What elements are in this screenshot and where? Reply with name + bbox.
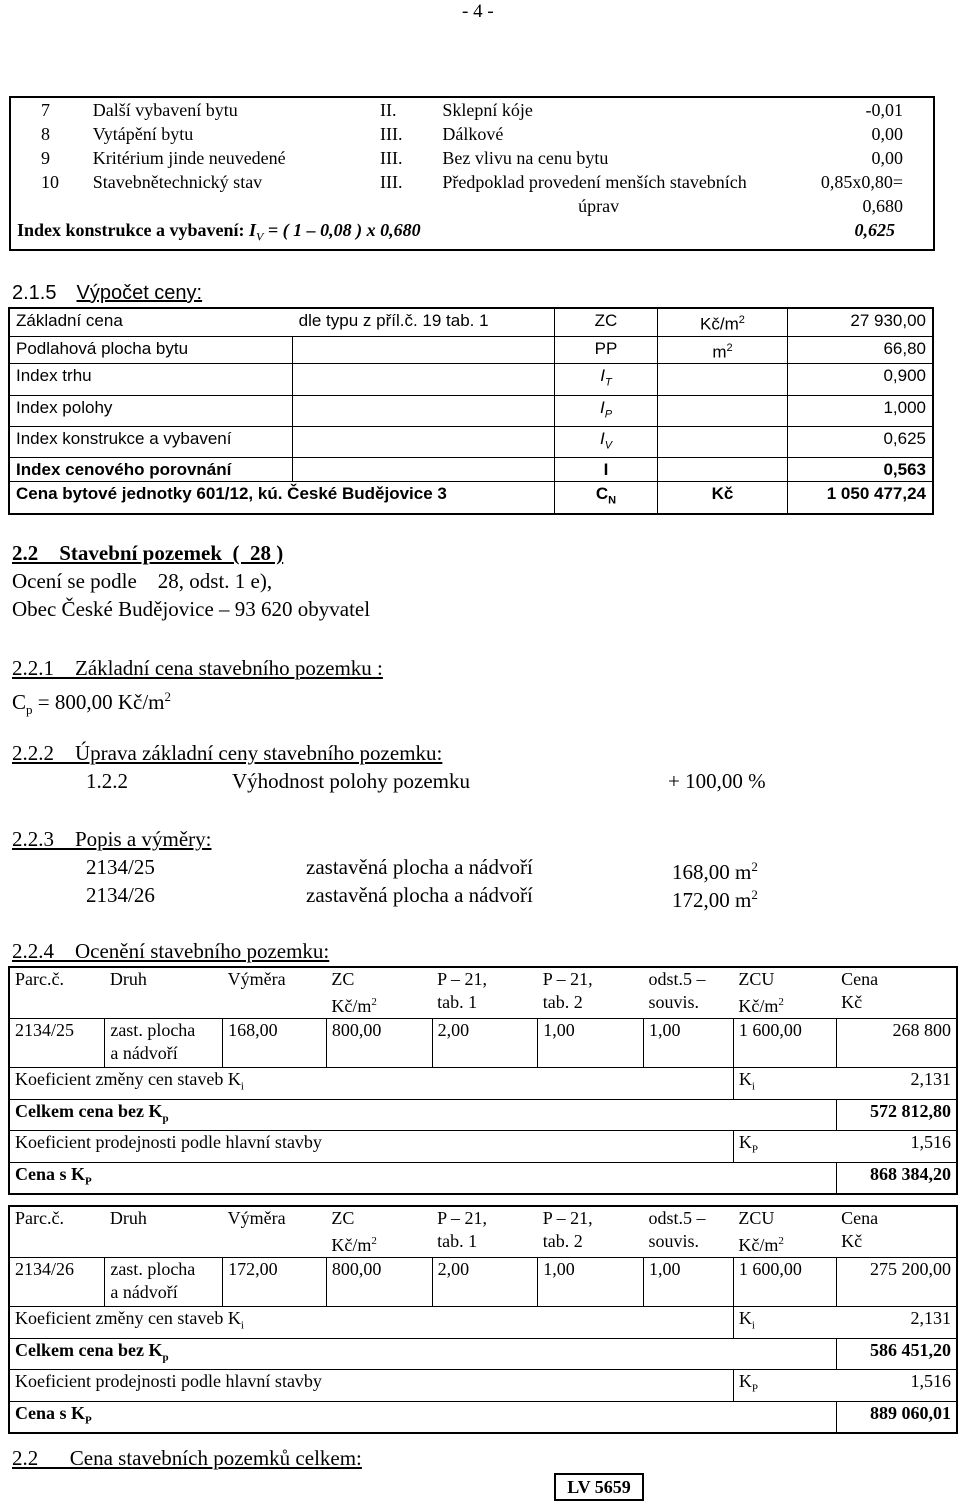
value: 0,00 xyxy=(871,124,903,144)
parcel-description: zastavěná plocha a nádvoří xyxy=(306,855,533,879)
section-heading-2-2-1: 2.2.1 Základní cena stavebního pozemku : xyxy=(12,656,383,680)
section-heading-2-2-4: 2.2.4 Ocenění stavebního pozemku: xyxy=(12,939,330,963)
section-heading-2-1-5: 2.1.5 Výpočet ceny: xyxy=(12,282,203,304)
description: Předpoklad provedení menších stavebních xyxy=(442,172,747,192)
col-header: ZCU $Kč/m^2$ xyxy=(733,1206,836,1258)
ki-value: 2,131 xyxy=(836,1068,957,1100)
section-heading-land-total: 2.2 Cena stavebních pozemků celkem: xyxy=(12,1446,362,1470)
table-row xyxy=(9,1019,957,1068)
total-label: Celkem cena bez $K_p$ xyxy=(9,1099,836,1131)
unit: $Kč/m^2$ xyxy=(658,308,787,336)
lv-box: LV 5659 xyxy=(554,1473,644,1501)
description-cont: úprav xyxy=(578,196,620,216)
table-row xyxy=(10,146,934,170)
table-row xyxy=(9,1162,957,1194)
label: Index konstrukce a vybavení xyxy=(9,427,293,458)
area: 168,00 xyxy=(223,1019,327,1068)
kp-value: 1,516 xyxy=(836,1131,957,1163)
kp-label: Koeficient prodejnosti podle hlavní stavby xyxy=(9,1370,733,1402)
value-cont: 0,680 xyxy=(862,196,903,216)
adjusted-price: 1 600,00 xyxy=(733,1258,836,1307)
unit: $m^2$ xyxy=(658,336,787,364)
index-row xyxy=(10,218,934,250)
class: III. xyxy=(379,172,403,192)
base-price: 800,00 xyxy=(326,1258,432,1307)
total-label: Celkem cena bez $K_p$ xyxy=(9,1338,836,1370)
kp-label: Koeficient prodejnosti podle hlavní stavby xyxy=(9,1131,733,1163)
parcel-area: 172,00 $m^2$ xyxy=(672,887,758,912)
col-header: Cena Kč xyxy=(836,967,957,1019)
table-row xyxy=(9,1401,957,1433)
row-number: 7 xyxy=(41,100,50,120)
table-row xyxy=(10,170,934,194)
price-calculation-table xyxy=(8,307,934,515)
parcel-description: zastavěná plocha a nádvoří xyxy=(306,883,533,907)
adjustment-label: Výhodnost polohy pozemku xyxy=(232,769,470,793)
value: 0,625 xyxy=(787,427,933,458)
land-type: zast. plocha a nádvoří xyxy=(105,1258,223,1307)
land-type: zast. plocha a nádvoří xyxy=(105,1019,223,1068)
value: 0,563 xyxy=(787,458,933,482)
row-number: 10 xyxy=(41,172,59,192)
class: II. xyxy=(379,100,397,120)
index-value: 0,625 xyxy=(854,220,895,240)
ki-value: 2,131 xyxy=(836,1307,957,1339)
symbol: $I_P$ xyxy=(554,395,658,426)
value: 1 050 477,24 xyxy=(787,482,933,514)
criterion-name: Stavebnětechnický stav xyxy=(92,172,263,192)
kp-symbol: $K_P$ xyxy=(733,1370,836,1402)
table-row xyxy=(9,308,933,336)
source: dle typu z příl.č. 19 tab. 1 xyxy=(293,308,555,336)
col-header: odst.5 – souvis. xyxy=(643,1206,733,1258)
value: 66,80 xyxy=(787,336,933,364)
symbol: $C_N$ xyxy=(554,482,658,514)
col-header: odst.5 – souvis. xyxy=(643,967,733,1019)
table-row xyxy=(10,122,934,146)
col-header: P – 21, tab. 2 xyxy=(538,1206,644,1258)
row-number: 9 xyxy=(41,148,50,168)
col-header: ZC $Kč/m^2$ xyxy=(326,967,432,1019)
table-row xyxy=(10,194,934,218)
col-header: Druh xyxy=(105,1206,223,1258)
class: III. xyxy=(379,124,403,144)
col-header: ZCU $Kč/m^2$ xyxy=(733,967,836,1019)
col-header: Druh xyxy=(105,967,223,1019)
value: -0,01 xyxy=(865,100,903,120)
parcel-number: 2134/25 xyxy=(9,1019,105,1068)
value: 0,85x0,80= xyxy=(820,172,903,192)
table-row xyxy=(9,1099,957,1131)
criterion-name: Vytápění bytu xyxy=(92,124,194,144)
area: 172,00 xyxy=(223,1258,327,1307)
description: Bez vlivu na cenu bytu xyxy=(442,148,609,168)
adjustment-value: + 100,00 % xyxy=(668,769,766,793)
kp-symbol: $K_P$ xyxy=(733,1131,836,1163)
table-row xyxy=(9,1258,957,1307)
table-row xyxy=(9,427,933,458)
table-row xyxy=(10,97,934,122)
table-row xyxy=(9,458,933,482)
index-formula: Index konstrukce a vybavení: $I_V$ = ( 1 – 0,08 ) x 0,680 xyxy=(17,220,421,244)
description: Sklepní kóje xyxy=(442,100,533,120)
ki-symbol: $K_i$ xyxy=(733,1307,836,1339)
coef-odst5: 1,00 xyxy=(643,1019,733,1068)
adjustment-number: 1.2.2 xyxy=(86,769,128,793)
value: 1,000 xyxy=(787,395,933,426)
coef-tab1: 2,00 xyxy=(432,1019,538,1068)
symbol: $I_T$ xyxy=(554,364,658,395)
criterion-name: Další vybavení bytu xyxy=(92,100,238,120)
label: Podlahová plocha bytu xyxy=(9,336,293,364)
col-header: ZC $Kč/m^2$ xyxy=(326,1206,432,1258)
value: 27 930,00 xyxy=(787,308,933,336)
coef-odst5: 1,00 xyxy=(643,1258,733,1307)
label: Index cenového porovnání xyxy=(9,458,293,482)
total-value: 572 812,80 xyxy=(836,1099,957,1131)
label: Základní cena xyxy=(9,308,293,336)
class: III. xyxy=(379,148,403,168)
table-row xyxy=(9,1068,957,1100)
price: 268 800 xyxy=(836,1019,957,1068)
parcel-valuation-table-1 xyxy=(8,966,958,1195)
unit: Kč xyxy=(658,482,787,514)
valuation-basis: Ocení se podle 28, odst. 1 e), xyxy=(12,569,273,593)
symbol: I xyxy=(554,458,658,482)
value: 0,00 xyxy=(871,148,903,168)
symbol: $I_V$ xyxy=(554,427,658,458)
table-row xyxy=(9,482,933,514)
col-header: Cena Kč xyxy=(836,1206,957,1258)
table-header-row xyxy=(9,967,957,1019)
coef-tab1: 2,00 xyxy=(432,1258,538,1307)
table-header-row xyxy=(9,1206,957,1258)
ki-label: Koeficient změny cen staveb $K_i$ xyxy=(9,1068,733,1100)
col-header: Parc.č. xyxy=(9,967,105,1019)
ki-symbol: $K_i$ xyxy=(733,1068,836,1100)
base-price: $C_p = 800,00$ $Kč/m^2$ xyxy=(12,689,172,718)
final-label: Cena s $K_P$ xyxy=(9,1401,836,1433)
label: Cena bytové jednotky 601/12, kú. České Budějovice 3 xyxy=(9,482,554,514)
label: Index trhu xyxy=(9,364,293,395)
table-row xyxy=(9,336,933,364)
section-heading-2-2-2: 2.2.2 Úprava základní ceny stavebního pozemku: xyxy=(12,741,443,765)
criterion-name: Kritérium jinde neuvedené xyxy=(92,148,286,168)
adjusted-price: 1 600,00 xyxy=(733,1019,836,1068)
parcel-valuation-table-2 xyxy=(8,1205,958,1434)
page-number: - 4 - xyxy=(462,1,494,22)
municipality: Obec České Budějovice – 93 620 obyvatel xyxy=(12,597,371,621)
parcel-number: 2134/25 xyxy=(86,855,155,879)
total-value: 586 451,20 xyxy=(836,1338,957,1370)
ki-label: Koeficient změny cen staveb $K_i$ xyxy=(9,1307,733,1339)
final-value: 889 060,01 xyxy=(836,1401,957,1433)
symbol: PP xyxy=(554,336,658,364)
table-row xyxy=(9,1307,957,1339)
parcel-area: 168,00 $m^2$ xyxy=(672,859,758,884)
table-row xyxy=(9,1131,957,1163)
col-header: P – 21, tab. 2 xyxy=(538,967,644,1019)
section-heading-2-2: 2.2 Stavební pozemek ( 28 ) xyxy=(12,541,284,565)
kp-value: 1,516 xyxy=(836,1370,957,1402)
col-header: Výměra xyxy=(223,967,327,1019)
final-label: Cena s $K_P$ xyxy=(9,1162,836,1194)
table-row xyxy=(9,1338,957,1370)
label: Index polohy xyxy=(9,395,293,426)
description: Dálkové xyxy=(442,124,504,144)
parcel-number: 2134/26 xyxy=(9,1258,105,1307)
final-value: 868 384,20 xyxy=(836,1162,957,1194)
parcel-number: 2134/26 xyxy=(86,883,155,907)
index-table xyxy=(9,96,935,251)
value: 0,900 xyxy=(787,364,933,395)
section-heading-2-2-3: 2.2.3 Popis a výměry: xyxy=(12,827,212,851)
base-price: 800,00 xyxy=(326,1019,432,1068)
symbol: ZC xyxy=(554,308,658,336)
coef-tab2: 1,00 xyxy=(538,1258,644,1307)
col-header: P – 21, tab. 1 xyxy=(432,967,538,1019)
table-row xyxy=(9,364,933,395)
table-row xyxy=(9,1370,957,1402)
col-header: Parc.č. xyxy=(9,1206,105,1258)
price: 275 200,00 xyxy=(836,1258,957,1307)
row-number: 8 xyxy=(41,124,50,144)
coef-tab2: 1,00 xyxy=(538,1019,644,1068)
table-row xyxy=(9,395,933,426)
col-header: P – 21, tab. 1 xyxy=(432,1206,538,1258)
col-header: Výměra xyxy=(223,1206,327,1258)
